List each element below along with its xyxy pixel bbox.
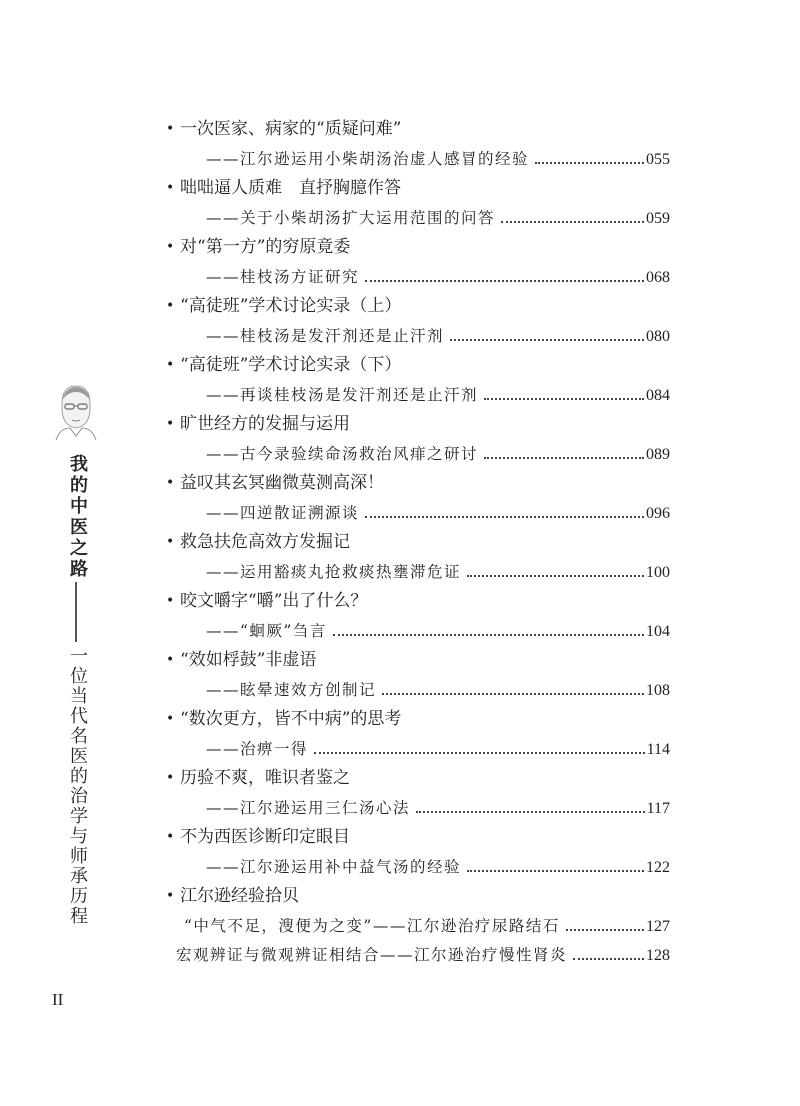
bullet-icon: •	[166, 534, 175, 550]
toc-entry	[166, 765, 670, 824]
toc-entry	[166, 706, 670, 765]
toc-entry	[166, 116, 670, 175]
page-ref: 127	[646, 918, 670, 935]
toc-entry-title[interactable]	[166, 293, 670, 323]
toc-entry	[166, 647, 670, 706]
page-ref: 122	[646, 859, 670, 876]
subtitle-text: “中气不足，溲便为之变”——江尔逊治疗尿路结石	[184, 917, 560, 935]
dot-leader	[450, 338, 644, 341]
bullet-icon: •	[166, 416, 175, 432]
title-text: 救急扶危高效方发掘记	[180, 532, 350, 552]
title-text: 历验不爽，唯识者鉴之	[180, 768, 350, 788]
subtitle-text: 宏观辨证与微观辨证相结合——江尔逊治疗慢性肾炎	[176, 946, 568, 964]
page-ref: 117	[646, 800, 670, 817]
toc-subtitle-row[interactable]	[166, 854, 670, 883]
toc-subtitle-row[interactable]	[166, 323, 670, 352]
toc-subtitle-row[interactable]	[166, 382, 670, 411]
toc-entry-title[interactable]	[166, 175, 670, 205]
bullet-icon: •	[166, 770, 175, 786]
subtitle-text: ——治痹一得	[206, 740, 309, 758]
toc-entry-title[interactable]	[166, 588, 670, 618]
title-text: “数次更方，皆不中病”的思考	[180, 709, 402, 729]
bullet-icon: •	[166, 357, 175, 373]
toc-entry-title[interactable]	[166, 883, 670, 913]
subtitle-text: ——江尔逊运用补中益气汤的经验	[206, 858, 462, 876]
title-text: 一次医家、病家的“质疑问难”	[180, 119, 402, 139]
subtitle-text: ——桂枝汤方证研究	[206, 268, 360, 286]
toc-subtitle-row[interactable]	[166, 264, 670, 293]
title-text: 不为西医诊断印定眼目	[180, 827, 350, 847]
subtitle-text: ——“蛔厥”刍言	[206, 622, 327, 640]
toc-subtitle-row[interactable]	[166, 618, 670, 647]
toc-entry	[166, 470, 670, 529]
toc-entry	[166, 588, 670, 647]
toc-entry	[166, 175, 670, 234]
bullet-icon: •	[166, 180, 175, 196]
dot-leader	[484, 397, 644, 400]
bullet-icon: •	[166, 652, 175, 668]
page-ref: 089	[646, 446, 670, 463]
subtitle-text: ——运用豁痰丸抢救痰热壅滞危证	[206, 563, 462, 581]
page-ref: 100	[646, 564, 670, 581]
toc-entry-title[interactable]	[166, 234, 670, 264]
page-ref: 084	[646, 387, 670, 404]
bullet-icon: •	[166, 711, 175, 727]
toc-entry	[166, 529, 670, 588]
toc-subtitle-row[interactable]	[166, 677, 670, 706]
toc-entry	[166, 411, 670, 470]
title-text: “高徒班”学术讨论实录（下）	[180, 355, 402, 375]
dot-leader	[467, 574, 644, 577]
title-text: 益叹其玄冥幽微莫测高深！	[180, 473, 384, 493]
toc-subtitle-row[interactable]	[166, 500, 670, 529]
subtitle-text: ——古今录验续命汤救治风痱之研讨	[206, 445, 479, 463]
title-text: 对“第一方”的穷原竟委	[180, 237, 351, 257]
book-title: 我的中医之路	[67, 454, 88, 580]
toc-subtitle-row[interactable]	[166, 942, 670, 971]
toc-subtitle-row[interactable]	[166, 736, 670, 765]
toc-entry-title[interactable]	[166, 116, 670, 146]
toc-subtitle-row[interactable]	[166, 146, 670, 175]
bullet-icon: •	[166, 298, 175, 314]
dot-leader	[535, 161, 644, 164]
toc-subtitle-row[interactable]	[166, 795, 670, 824]
toc-entry-title[interactable]	[166, 765, 670, 795]
toc-subtitle-row[interactable]	[166, 913, 670, 942]
dot-leader	[314, 751, 645, 754]
page-ref: 080	[646, 328, 670, 345]
toc-entry	[166, 234, 670, 293]
bullet-icon: •	[166, 888, 175, 904]
dot-leader	[566, 928, 644, 931]
toc-entry	[166, 293, 670, 352]
title-text: “高徒班”学术讨论实录（上）	[180, 296, 402, 316]
toc-entry-title[interactable]	[166, 352, 670, 382]
subtitle-text: ——四逆散证溯源谈	[206, 504, 360, 522]
toc-entry-title[interactable]	[166, 470, 670, 500]
page-ref: 055	[646, 151, 670, 168]
dot-leader	[382, 692, 644, 695]
spine-column	[54, 382, 98, 926]
toc-entry-title[interactable]	[166, 706, 670, 736]
page-number: II	[52, 990, 64, 1009]
toc-entry	[166, 824, 670, 883]
dot-leader	[484, 456, 644, 459]
toc-subtitle-row[interactable]	[166, 205, 670, 234]
dot-leader	[365, 279, 644, 282]
toc-entry-title[interactable]	[166, 647, 670, 677]
page-ref: 114	[646, 741, 670, 758]
dot-leader	[573, 957, 644, 960]
page-ref: 059	[646, 210, 670, 227]
toc-entry-title[interactable]	[166, 411, 670, 441]
book-subtitle: 一位当代名医的治学与师承历程	[67, 646, 88, 926]
toc-subtitle-row[interactable]	[166, 559, 670, 588]
page-ref: 108	[646, 682, 670, 699]
subtitle-text: ——再谈桂枝汤是发汗剂还是止汗剂	[206, 386, 479, 404]
title-text: 旷世经方的发掘与运用	[180, 414, 350, 434]
dot-leader	[333, 633, 644, 636]
title-text: 咄咄逼人质难 直抒胸臆作答	[180, 178, 401, 198]
dot-leader	[501, 220, 644, 223]
bullet-icon: •	[166, 829, 175, 845]
page-ref: 128	[646, 947, 670, 964]
subtitle-text: ——关于小柴胡汤扩大运用范围的问答	[206, 209, 496, 227]
dot-leader	[416, 810, 645, 813]
author-portrait-sketch	[54, 382, 98, 440]
toc-subtitle-row[interactable]	[166, 441, 670, 470]
title-text: 江尔逊经验拾贝	[180, 886, 299, 906]
toc-entry	[166, 883, 670, 971]
title-dash-divider	[75, 582, 77, 642]
dot-leader	[467, 869, 644, 872]
bullet-icon: •	[166, 121, 175, 137]
page-ref: 104	[646, 623, 670, 640]
toc-entry-title[interactable]	[166, 529, 670, 559]
dot-leader	[365, 515, 644, 518]
page-ref: 096	[646, 505, 670, 522]
subtitle-text: ——桂枝汤是发汗剂还是止汗剂	[206, 327, 445, 345]
title-text: “效如桴鼓”非虚语	[180, 650, 317, 670]
table-of-contents	[166, 116, 670, 971]
bullet-icon: •	[166, 239, 175, 255]
bullet-icon: •	[166, 593, 175, 609]
toc-entry-title[interactable]	[166, 824, 670, 854]
page-ref: 068	[646, 269, 670, 286]
subtitle-text: ——眩晕速效方创制记	[206, 681, 377, 699]
subtitle-text: ——江尔逊运用小柴胡汤治虚人感冒的经验	[206, 150, 530, 168]
title-text: 咬文嚼字“嚼”出了什么？	[180, 591, 368, 611]
subtitle-text: ——江尔逊运用三仁汤心法	[206, 799, 411, 817]
bullet-icon: •	[166, 475, 175, 491]
toc-entry	[166, 352, 670, 411]
